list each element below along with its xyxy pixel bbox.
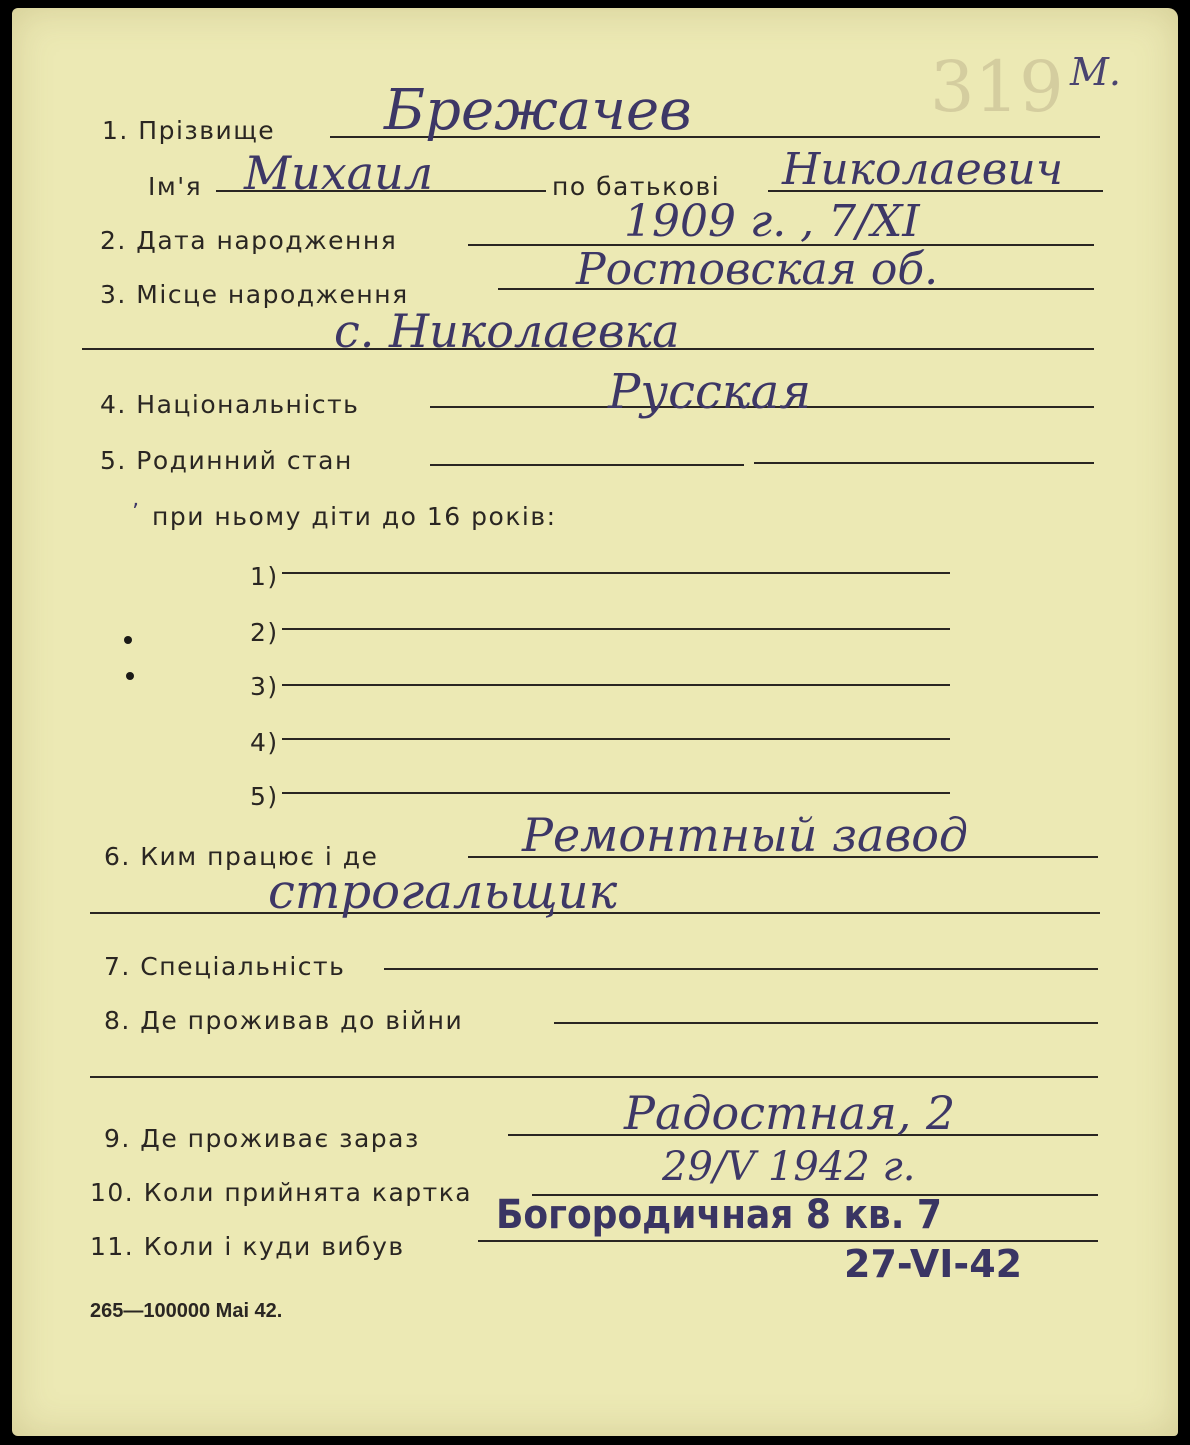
child-2-line xyxy=(282,628,950,630)
children-label: при ньому діти до 16 років: xyxy=(152,502,557,531)
child-5-line xyxy=(282,792,950,794)
birth-date-value: 1909 г. , 7/XI xyxy=(624,196,920,247)
surname-value: Брежачев xyxy=(384,78,692,143)
current-residence-value: Радостная, 2 xyxy=(624,1086,956,1140)
prewar-residence-line xyxy=(554,1022,1098,1024)
print-code: 265—100000 Mai 42. xyxy=(90,1300,283,1322)
child-1-line xyxy=(282,572,950,574)
child-5-label: 5) xyxy=(250,782,279,811)
child-2-label: 2) xyxy=(250,618,279,647)
name-label: Ім'я xyxy=(148,172,203,201)
surname-label: 1. Прізвище xyxy=(102,116,276,145)
specialty-line xyxy=(384,968,1098,970)
child-3-line xyxy=(282,684,950,686)
card-accepted-value: 29/V 1942 г. xyxy=(662,1144,916,1190)
patronymic-label: по батькові xyxy=(552,172,721,201)
family-status-label: 5. Родинний стан xyxy=(100,446,353,475)
child-4-line xyxy=(282,738,950,740)
work-label: 6. Ким працює і де xyxy=(104,842,379,871)
name-value: Михаил xyxy=(244,146,434,200)
child-4-label: 4) xyxy=(250,728,279,757)
departed-value-line1: Богородичная 8 кв. 7 xyxy=(496,1192,942,1238)
birth-place-value-line2: с. Николаевка xyxy=(334,304,680,358)
patronymic-value: Николаевич xyxy=(782,144,1064,195)
margin-tick-mark: ʼ xyxy=(132,500,139,525)
birth-place-label: 3. Місце народження xyxy=(100,280,409,309)
work-value-line1: Ремонтный завод xyxy=(522,808,969,862)
birth-place-value-line1: Ростовская об. xyxy=(576,244,939,295)
family-status-line xyxy=(430,464,744,466)
departed-value-line2: 27-VI-42 xyxy=(844,1242,1023,1286)
archive-number: 319 xyxy=(930,46,1064,128)
archive-number-suffix: М. xyxy=(1070,50,1121,94)
work-value-line2: строгальщик xyxy=(268,864,618,920)
prewar-residence-label: 8. Де проживав до війни xyxy=(104,1006,464,1035)
specialty-label: 7. Спеціальність xyxy=(104,952,346,981)
punch-hole-lower xyxy=(126,672,134,680)
card-accepted-label: 10. Коли прийнята картка xyxy=(90,1178,473,1207)
family-status-line-2 xyxy=(754,462,1094,464)
punch-hole-upper xyxy=(124,636,132,644)
registration-card xyxy=(12,8,1178,1436)
departed-label: 11. Коли і куди вибув xyxy=(90,1232,405,1261)
nationality-label: 4. Національність xyxy=(100,390,360,419)
birth-date-label: 2. Дата народження xyxy=(100,226,398,255)
current-residence-label: 9. Де проживає зараз xyxy=(104,1124,420,1153)
prewar-residence-line-2 xyxy=(90,1076,1098,1078)
child-3-label: 3) xyxy=(250,672,279,701)
nationality-value: Русская xyxy=(608,364,811,420)
child-1-label: 1) xyxy=(250,562,279,591)
